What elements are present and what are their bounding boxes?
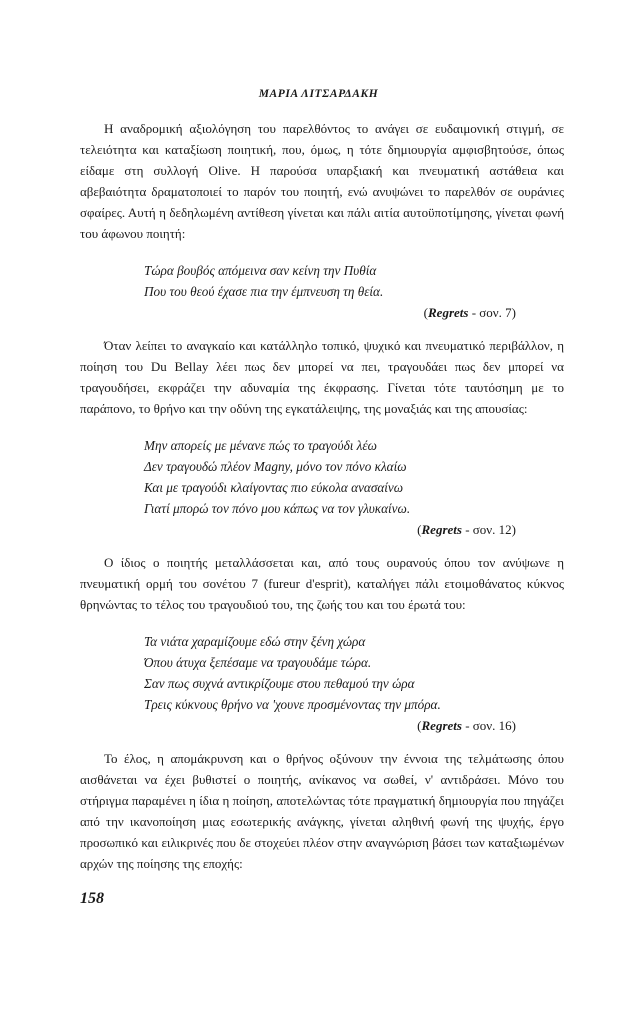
paragraph-1: Η αναδρομική αξιολόγηση του παρελθόντος το ανάγει σε ευδαιμονική στιγμή, σε τελειότητα και καταξίωση ποιητική, που, όμως, η τότε δημιουργία αμφισβητούσε, όπως είδαμε στη συλλογή Olive. Η παρούσα υπαρξιακή και πνευματική αστάθεια και αβεβαιότητα δραματοποιεί το παρόν του ποιητή, ενώ ανυψώνει το παρελθόν σε ουράνιες σφαίρες. Αυτή η δεδηλωμένη αντίθεση γίνεται και πάλι αιτία αυτοϋποτίμησης, γίνεται φωνή του άφωνου ποιητή: [80, 121, 564, 241]
reference-sonnet: - σον. 12) [465, 522, 516, 537]
poem-line: Και με τραγούδι κλαίγοντας πιο εύκολα ανασαίνω [144, 480, 404, 495]
paragraph-2: Όταν λείπει το αναγκαίο και κατάλληλο τοπικό, ψυχικό και πνευματικό περιβάλλον, η ποίηση του Du Bellay λέει πως δεν μπορεί να πει, τραγουδάει πως δεν μπορεί να τραγουδήσει, εκφράζει την αδυναμία της έκφρασης. Γίνεται τότε ταυτόσημη με το παράπονο, το θρήνο και την οδύνη της εγκατάλειψης, της μοναξιάς και της απουσίας: [80, 338, 564, 416]
reference-title: Regrets [421, 718, 462, 733]
reference-title: Regrets [421, 522, 462, 537]
paragraph-4: Το έλος, η απομάκρυνση και ο θρήνος οξύνουν την έννοια της τελμάτωσης όπου αισθάνεται να έχει βυθιστεί ο ποιητής, ανίκανος να σωθεί, ν' αντιδράσει. Μόνο του στήριγμα παραμένει η ίδια η ποίηση, αποτελώντας τότε πραγματική δημιουργία που πηγάζει από την ικανοποίηση μιας εσωτερικής ανάγκης, γίνεται αληθινή φωνή της ψυχής, έργο προσωπικό και ειλικρινές που δε στοχεύει πλέον στην αναγνώριση βάσει των καταξιωμένων αρχών της ποίησης της εποχής: [80, 751, 564, 871]
poem-reference: (Regrets - σον. 16) [417, 718, 516, 733]
poem-line: Τώρα βουβός απόμεινα σαν κείνη την Πυθία [144, 263, 377, 278]
reference-sonnet: - σον. 16) [465, 718, 516, 733]
reference-sonnet: - σον. 7) [471, 305, 516, 320]
poem-quote-3 [144, 631, 564, 736]
poem-line: Γιατί μπορώ τον πόνο μου κάπως να τον γλυκαίνω. [144, 501, 411, 516]
poem-reference: (Regrets - σον. 12) [417, 522, 516, 537]
poem-quote-1 [144, 260, 564, 323]
running-header: ΜΑΡΙΑ ΛΙΤΣΑΡΔΑΚΗ [258, 88, 379, 100]
poem-reference: (Regrets - σον. 7) [423, 305, 516, 320]
poem-line: Τα νιάτα χαραμίζουμε εδώ στην ξένη χώρα [144, 634, 366, 649]
poem-line: Που του θεού έχασε πια την έμπνευση τη θεία. [144, 284, 384, 299]
page-number: 158 [80, 890, 104, 907]
poem-line: Μην απορείς με μένανε πώς το τραγούδι λέω [144, 438, 377, 453]
poem-line: Όπου άτυχα ξεπέσαμε να τραγουδάμε τώρα. [144, 655, 372, 670]
poem-quote-2 [144, 435, 564, 540]
main-text [80, 118, 564, 890]
poem-line: Τρεις κύκνους θρήνο να 'χουνε προσμένοντας την μπόρα. [144, 697, 441, 712]
reference-title: Regrets [428, 305, 469, 320]
paragraph-3: Ο ίδιος ο ποιητής μεταλλάσσεται και, από τους ουρανούς όπου τον ανύψωνε η πνευματική ορμή του σονέτου 7 (fureur d'esprit), καταλήγει πάλι ετοιμοθάνατος κύκνος θρηνώντας το τέλος του τραγουδιού του, της ζωής του και του έρωτά του: [80, 555, 564, 612]
poem-line: Δεν τραγουδώ πλέον Magny, μόνο τον πόνο κλαίω [144, 459, 407, 474]
poem-line: Σαν πως συχνά αντικρίζουμε στου πεθαμού την ώρα [144, 676, 415, 691]
